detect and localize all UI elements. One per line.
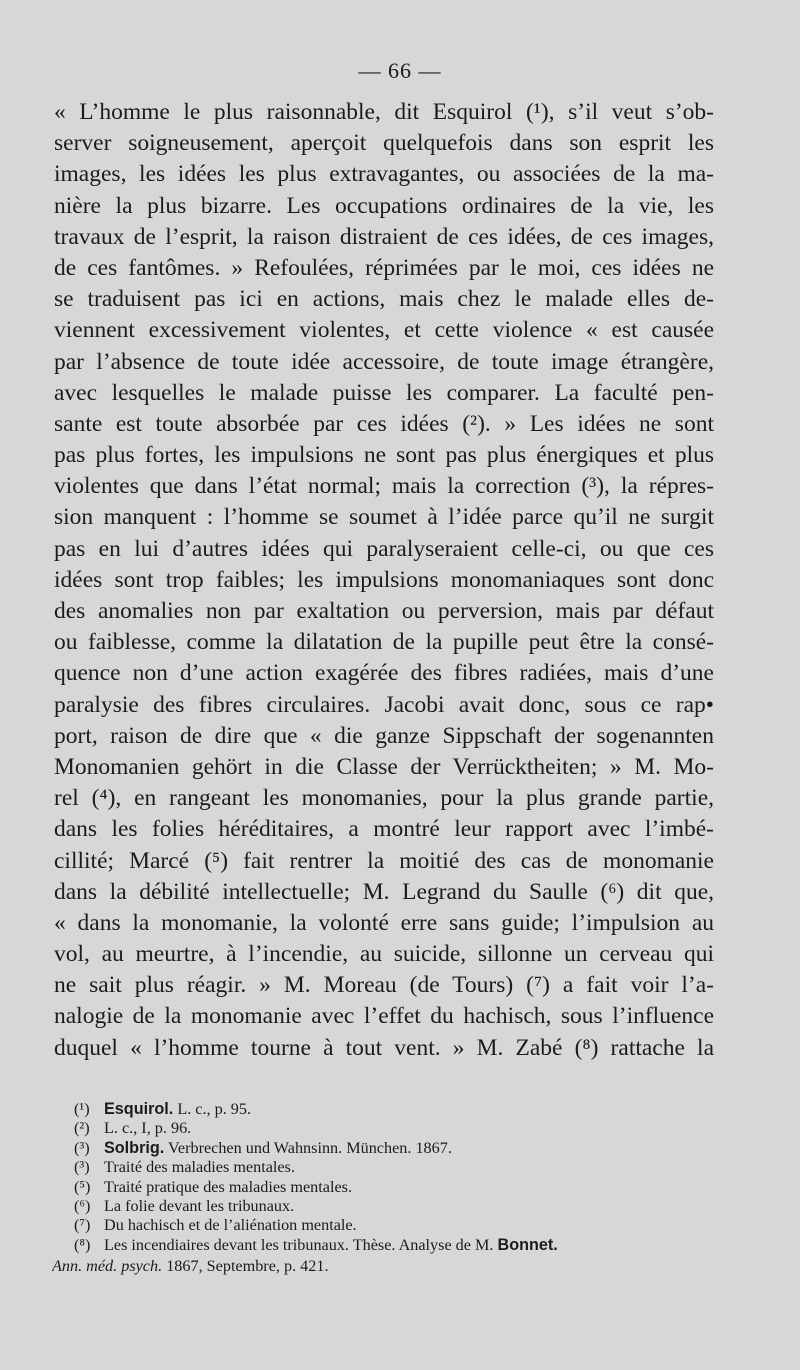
- body-line: nalogie de la monomanie avec l’effet du hachisch, sous l’influence: [54, 1003, 714, 1030]
- journal-title: Ann. méd. psych.: [52, 1257, 163, 1276]
- body-line: nière la plus bizarre. Les occupations ordinaires de la vie, les: [54, 192, 714, 219]
- body-line: images, les idées les plus extravagantes, ou associées de la ma-: [54, 161, 714, 188]
- footnote-marker: (³): [74, 1158, 90, 1177]
- body-line: cillité; Marcé (⁵) fait rentrer la moitié des cas de monomanie: [54, 847, 714, 874]
- body-line: « dans la monomanie, la volonté erre sans guide; l’impulsion au: [54, 909, 714, 936]
- body-line: quence non d’une action exagérée des fibres radiées, mais d’une: [54, 660, 714, 687]
- body-line: ne sait plus réagir. » M. Moreau (de Tours) (⁷) a fait voir l’a-: [54, 972, 714, 999]
- body-line: paralysie des fibres circulaires. Jacobi avait donc, sous ce rap•: [54, 691, 714, 718]
- page-number: — 66 —: [358, 58, 442, 83]
- body-line: sion manquent : l’homme se soumet à l’idée parce qu’il ne surgit: [54, 504, 714, 531]
- body-line: server soigneusement, aperçoit quelquefois dans son esprit les: [54, 130, 714, 157]
- footnote-author: Bonnet.: [497, 1235, 558, 1254]
- footnote: [74, 1158, 724, 1177]
- footnote: [74, 1197, 724, 1216]
- footnote-text: Traité pratique des maladies mentales.: [104, 1177, 352, 1196]
- body-line: port, raison de dire que « die ganze Sippschaft der sogenannten: [54, 722, 714, 749]
- body-line: duquel « l’homme tourne à tout vent. » M. Zabé (⁸) rattache la: [54, 1034, 714, 1061]
- footnote-text: Verbrechen und Wahnsinn. München. 1867.: [164, 1138, 452, 1157]
- footnote-text: L. c., I, p. 96.: [104, 1119, 192, 1138]
- body-line: vol, au meurtre, à l’incendie, au suicide, sillonne un cerveau qui: [54, 941, 714, 968]
- footnote-marker: (⁸): [74, 1235, 91, 1254]
- footnote-text: Du hachisch et de l’aliénation mentale.: [104, 1216, 357, 1235]
- footnote-marker: (²): [74, 1119, 90, 1138]
- footnote-continuation: [52, 1255, 724, 1277]
- body-text: [54, 97, 714, 1064]
- body-line: avec lesquelles le malade puisse les comparer. La faculté pen-: [54, 379, 714, 406]
- footnote-marker: (⁷): [74, 1216, 91, 1235]
- footnote-author: Esquirol.: [104, 1100, 174, 1118]
- footnote-marker: (⁵): [74, 1177, 91, 1196]
- footnote-text: La folie devant les tribunaux.: [104, 1196, 295, 1215]
- body-line: dans la débilité intellectuelle; M. Legrand du Saulle (⁶) dit que,: [54, 878, 714, 905]
- body-line: rel (⁴), en rangeant les monomanies, pour la plus grande partie,: [54, 785, 714, 812]
- footnote: [74, 1100, 724, 1119]
- body-line: pas plus fortes, les impulsions ne sont pas plus énergiques et plus: [54, 442, 714, 469]
- body-line: Monomanien gehört in die Classe der Verrücktheiten; » M. Mo-: [54, 753, 714, 780]
- body-line: pas en lui d’autres idées qui paralyseraient celle-ci, ou que ces: [54, 535, 714, 562]
- body-line: « L’homme le plus raisonnable, dit Esquirol (¹), s’il veut s’ob-: [54, 99, 714, 125]
- footnote: [74, 1216, 724, 1235]
- body-line: viennent excessivement violentes, et cette violence « est causée: [54, 317, 714, 344]
- body-line: par l’absence de toute idée accessoire, de toute image étrangère,: [54, 348, 714, 375]
- footnote-text: L. c., p. 95.: [173, 1100, 252, 1118]
- footnote-marker: (¹): [74, 1100, 90, 1118]
- footnote-marker: (⁶): [74, 1196, 91, 1215]
- footnote: [74, 1236, 724, 1255]
- body-line: se traduisent pas ici en actions, mais chez le malade elles de-: [54, 286, 714, 313]
- body-line: sante est toute absorbée par ces idées (²). » Les idées ne sont: [54, 410, 714, 437]
- footnotes: [52, 1100, 724, 1277]
- footnote-text: Les incendiaires devant les tribunaux. Thèse. Analyse de M.: [104, 1235, 498, 1254]
- footnote-text: 1867, Septembre, p. 421.: [162, 1257, 329, 1276]
- footnote-text: Traité des maladies mentales.: [104, 1158, 295, 1177]
- footnote: [74, 1178, 724, 1197]
- body-line: travaux de l’esprit, la raison distraient de ces idées, de ces images,: [54, 223, 714, 250]
- footnote: [74, 1119, 724, 1138]
- footnote-author: Solbrig.: [104, 1138, 165, 1157]
- body-line: de ces fantômes. » Refoulées, réprimées par le moi, ces idées ne: [54, 254, 714, 281]
- footnote-marker: (³): [74, 1138, 90, 1157]
- body-line: dans les folies héréditaires, a montré leur rapport avec l’imbé-: [54, 816, 714, 843]
- body-line: des anomalies non par exaltation ou perversion, mais par défaut: [54, 598, 714, 624]
- footnote: [74, 1139, 724, 1158]
- body-line: ou faiblesse, comme la dilatation de la pupille peut être la consé-: [54, 629, 714, 656]
- body-line: violentes que dans l’état normal; mais la correction (³), la répres-: [54, 473, 714, 500]
- body-line: idées sont trop faibles; les impulsions monomaniaques sont donc: [54, 566, 714, 593]
